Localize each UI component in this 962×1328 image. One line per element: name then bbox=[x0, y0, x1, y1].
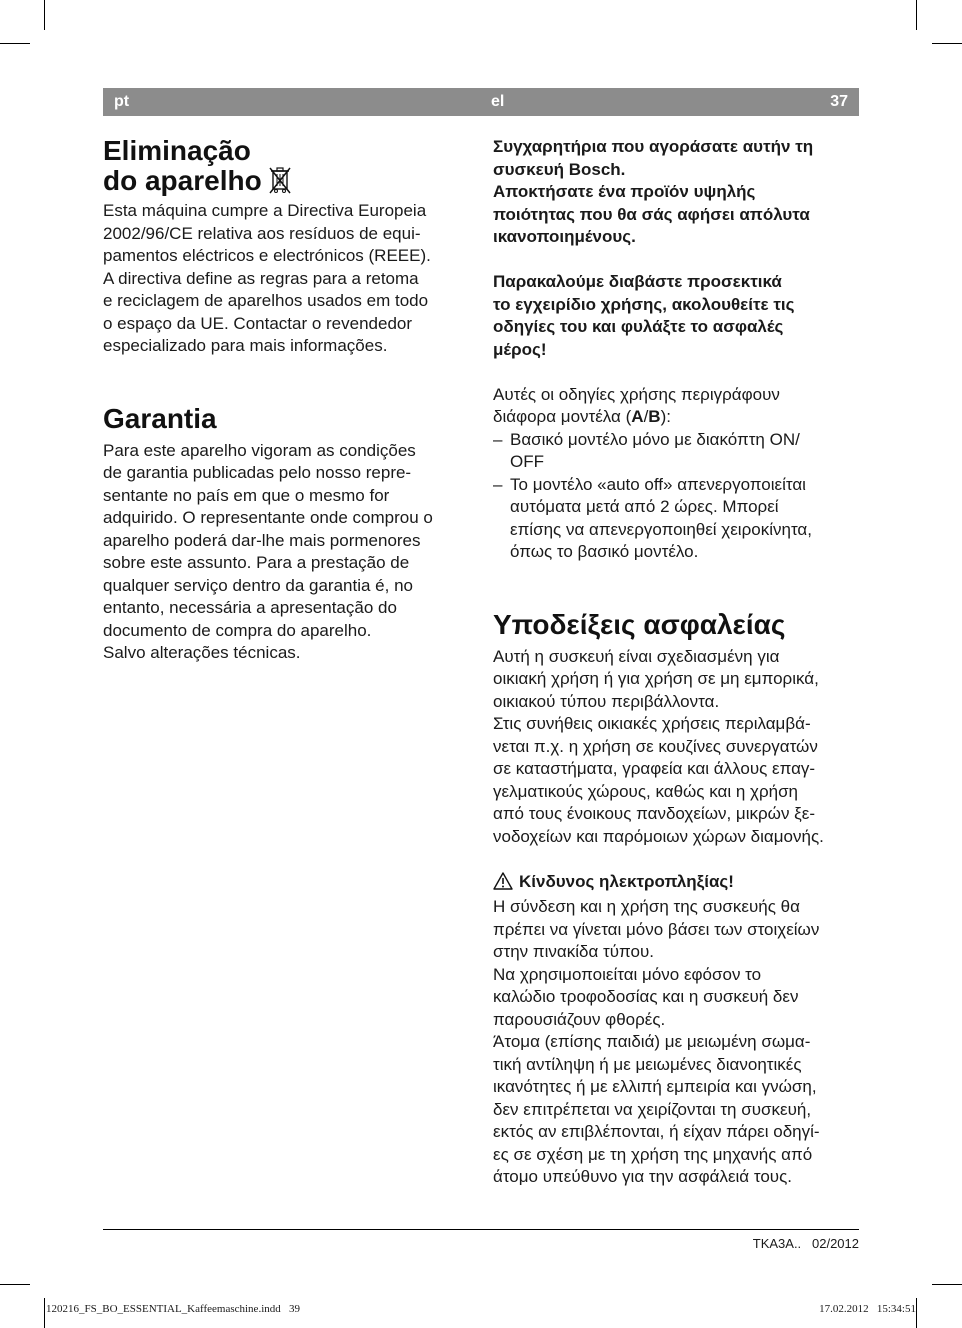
disposal-title-line2: do aparelho bbox=[103, 165, 262, 196]
disposal-heading bbox=[103, 136, 473, 200]
intro-bold-text: Συγχαρητήρια που αγοράσατε αυτήν τη συσκευή Bosch. Αποκτήσατε ένα προϊόν υψηλής ποιότητας που θα σάς αφήσει απόλυτα ικανοποιημένους. bbox=[493, 137, 814, 246]
crop-mark bbox=[932, 43, 962, 44]
page-number: 37 bbox=[830, 93, 848, 110]
crop-mark bbox=[44, 1298, 45, 1328]
read-instructions-text: Παρακαλούμε διαβάστε προσεκτικά το εγχειρίδιο χρήσης, ακολουθείτε τις οδηγίες του και φυλάξτε το ασφαλές μέρος! bbox=[493, 272, 795, 359]
crop-mark bbox=[932, 1284, 962, 1285]
model-b-label: B bbox=[648, 407, 661, 426]
crossed-bin-icon bbox=[268, 166, 292, 200]
page-header-bar bbox=[103, 88, 859, 116]
warning-triangle-icon bbox=[493, 872, 513, 897]
header-language-left: pt bbox=[114, 93, 130, 110]
safety-text: Αυτή η συσκευή είναι σχεδιασμένη για οικιακή χρήση ή για χρήση σε μη εμπορικά, οικιακού τύπου περιβάλλοντα. Στις συνήθεις οικιακές χρήσεις περιλαμβά- νεται π.χ. η χρήση σε κουζίνες συνεργατών σε καταστήματα, γραφεία και άλλους επαγ- γελματικούς χώρους, καθώς και η χρήση από τους ένοικους πανδοχείων, μικρών ξε- νοδοχείων και παρόμοιων χώρων διαμονής. bbox=[493, 646, 824, 846]
models-intro: Αυτές οι οδηγίες χρήσης περιγράφουν διάφορα μοντέλα (A/B): bbox=[493, 384, 780, 426]
crop-mark bbox=[0, 1284, 30, 1285]
footer-divider bbox=[103, 1229, 859, 1230]
disposal-title-line1: Eliminação bbox=[103, 135, 251, 166]
crop-mark bbox=[0, 43, 30, 44]
crop-mark bbox=[916, 1298, 917, 1328]
model-a-label: A bbox=[631, 407, 644, 426]
footer-model-date: TKA3A.. 02/2012 bbox=[752, 1236, 859, 1251]
models-list bbox=[493, 429, 863, 564]
disposal-text: Esta máquina cumpre a Directiva Europeia 2002/96/CE relativa aos resíduos de equi- pamentos eléctricos e electrónicos (REEE). A directiva define as regras para a retoma e reciclagem de aparelhos usados em todo o espaço da UE. Contactar o revendedor especializado para mais informações. bbox=[103, 201, 431, 355]
warranty-text: Para este aparelho vigoram as condições de garantia publicadas pelo nosso repre- sentante no país em que o mesmo for adquirido. O representante onde comprou o aparelho poderá dar-lhe mais pormenores sobre este assunto. Para a prestação de qualquer serviço dentro da garantia é, no entanto, necessária a apresentação do documento de compra do aparelho. Salvo alterações técnicas. bbox=[103, 440, 433, 662]
crop-mark bbox=[916, 0, 917, 30]
print-slug-file: 120216_FS_BO_ESSENTIAL_Kaffeemaschine.indd 39 bbox=[46, 1303, 300, 1315]
warning-text: Η σύνδεση και η χρήση της συσκευής θα πρέπει να γίνεται μόνο βάσει των στοιχείων στην πινακίδα τύπου. Να χρησιμοποιείται μόνο εφόσον το καλώδιο τροφοδοσίας και η συσκευή δεν παρουσιάζουν φθορές. Άτομα (επίσης παιδιά) με μειωμένη σωμα- τική αντίληψη ή με μειωμένες διανοητικές ικανότητες ή με ελλιπή εμπειρία και γνώση, δεν επιτρέπεται να χειρίζονται τη συσκευή, εκτός αν επιβλέπονται, ή είχαν πάρει οδηγί- ες σε σχέση με τη χρήση της μηχανής από άτομο υπεύθυνο για την ασφάλειά τους. bbox=[493, 897, 820, 1186]
safety-heading: Υποδείξεις ασφαλείας bbox=[493, 608, 786, 640]
warranty-heading: Garantia bbox=[103, 402, 217, 434]
print-slug-date: 17.02.2012 15:34:51 bbox=[819, 1303, 916, 1315]
list-item: – Βασικό μοντέλο μόνο με διακόπτη ON/ OFF bbox=[493, 429, 863, 474]
right-column bbox=[493, 136, 863, 1189]
crop-mark bbox=[44, 0, 45, 30]
left-column bbox=[103, 136, 473, 665]
warning-heading: Κίνδυνος ηλεκτροπληξίας! bbox=[493, 871, 863, 897]
list-item: – Το μοντέλο «auto off» απενεργοποιείται αυτόματα μετά από 2 ώρες. Μπορεί επίσης να απενεργοποιηθεί χειροκίνητα, όπως το βασικό μοντέλο. bbox=[493, 474, 863, 564]
header-language-right: el bbox=[491, 93, 505, 110]
